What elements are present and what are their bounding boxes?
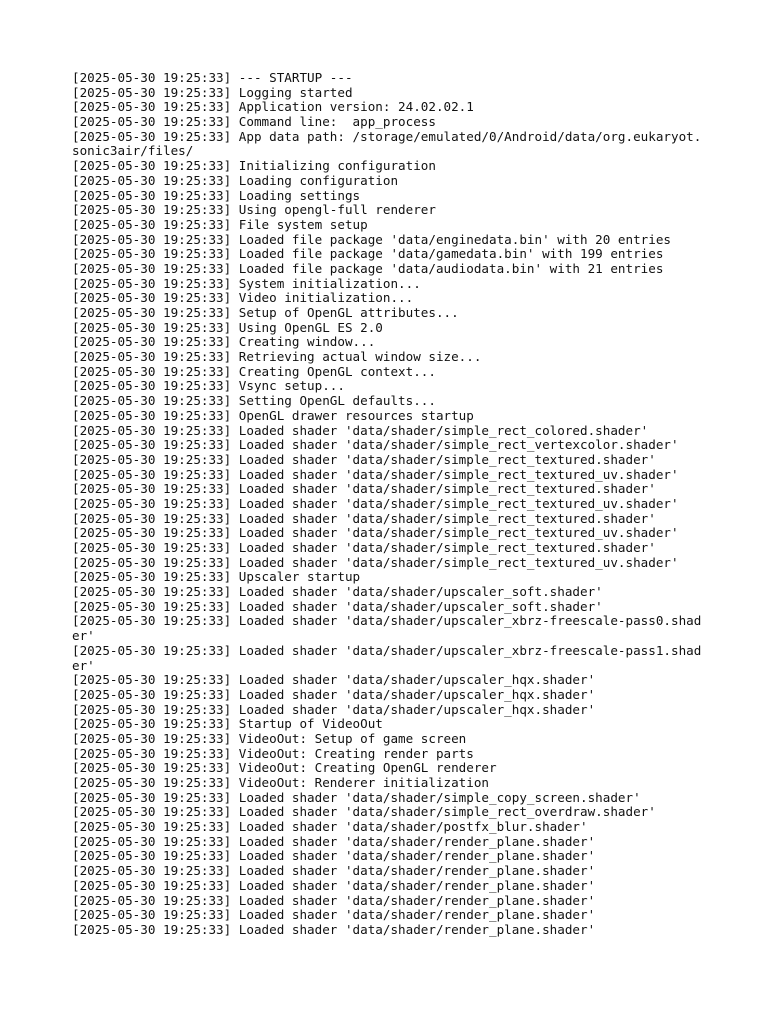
log-line: [2025-05-30 19:25:33] Loaded shader 'data/shader/render_plane.shader' [72, 892, 596, 908]
log-line: [2025-05-30 19:25:33] Loaded shader 'data/shader/simple_rect_overdraw.shader' [72, 804, 656, 820]
log-line: [2025-05-30 19:25:33] VideoOut: Renderer initialization [72, 775, 490, 790]
log-line: [2025-05-30 19:25:33] Logging started [72, 84, 353, 100]
log-line: [2025-05-30 19:25:33] Upscaler startup [72, 569, 361, 585]
log-line: [2025-05-30 19:25:33] Loaded shader 'data/shader/upscaler_hqx.shader' [72, 672, 596, 688]
log-line: [2025-05-30 19:25:33] Video initialization... [72, 290, 414, 306]
log-line: [2025-05-30 19:25:33] Loaded shader 'data/shader/simple_rect_textured_uv.shader' [72, 525, 679, 541]
log-line: [2025-05-30 19:25:33] Loaded shader 'data/shader/simple_copy_screen.shader' [72, 789, 641, 805]
log-line: [2025-05-30 19:25:33] Loaded shader 'data/shader/simple_rect_textured.shader' [72, 481, 656, 497]
log-line: [2025-05-30 19:25:33] System initialization... [72, 275, 421, 291]
log-line: [2025-05-30 19:25:33] Loaded shader 'data/shader/simple_rect_colored.shader' [72, 422, 649, 438]
log-line: [2025-05-30 19:25:33] VideoOut: Creating OpenGL renderer [72, 760, 497, 776]
log-line: [2025-05-30 19:25:33] Loaded shader 'data/shader/simple_rect_textured.shader' [72, 510, 656, 526]
log-line: [2025-05-30 19:25:33] Loaded shader 'data/shader/simple_rect_textured_uv.shader' [72, 554, 679, 570]
log-line: [2025-05-30 19:25:33] Loaded shader 'data/shader/simple_rect_textured_uv.shader' [72, 466, 679, 482]
log-line: [2025-05-30 19:25:33] Loaded shader 'data/shader/render_plane.shader' [72, 848, 596, 864]
log-line: [2025-05-30 19:25:33] Loading configuration [72, 172, 399, 188]
log-line: [2025-05-30 19:25:33] Application version: 24.02.02.1 [72, 99, 474, 115]
log-line: [2025-05-30 19:25:33] Vsync setup... [72, 378, 345, 394]
log-line: [2025-05-30 19:25:33] VideoOut: Creating render parts [72, 745, 474, 761]
log-line: [2025-05-30 19:25:33] Loaded shader 'data/shader/simple_rect_textured.shader' [72, 451, 656, 467]
log-line: [2025-05-30 19:25:33] Loaded shader 'data/shader/upscaler_hqx.shader' [72, 686, 596, 702]
log-line: [2025-05-30 19:25:33] Creating window... [72, 334, 376, 350]
log-line: [2025-05-30 19:25:33] Creating OpenGL context... [72, 363, 436, 379]
log-line: [2025-05-30 19:25:33] Loaded shader 'data/shader/simple_rect_textured.shader' [72, 540, 656, 555]
log-line: [2025-05-30 19:25:33] Initializing configuration [72, 158, 436, 174]
log-line: [2025-05-30 19:25:33] Loaded shader 'data/shader/simple_rect_textured_uv.shader' [72, 495, 679, 511]
log-line: [2025-05-30 19:25:33] Command line: app_process [72, 114, 436, 130]
log-line: [2025-05-30 19:25:33] Loaded shader 'data/shader/postfx_blur.shader' [72, 819, 588, 835]
log-line: [2025-05-30 19:25:33] Loaded shader 'data/shader/upscaler_soft.shader' [72, 584, 603, 600]
log-line: [2025-05-30 19:25:33] Loading settings [72, 187, 361, 203]
log-line: [2025-05-30 19:25:33] OpenGL drawer resources startup [72, 407, 474, 423]
log-line: [2025-05-30 19:25:33] Using opengl-full renderer [72, 202, 436, 218]
log-line: [2025-05-30 19:25:33] Loaded file package 'data/audiodata.bin' with 21 entries [72, 260, 664, 276]
log-line: [2025-05-30 19:25:33] Loaded shader 'data/shader/simple_rect_vertexcolor.shader' [72, 437, 679, 453]
log-line: [2025-05-30 19:25:33] Using OpenGL ES 2.0 [72, 319, 383, 335]
log-line: [2025-05-30 19:25:33] Loaded shader 'data/shader/upscaler_xbrz-freescale-pass1.shader' [72, 642, 702, 673]
log-line: [2025-05-30 19:25:33] Startup of VideoOut [72, 716, 383, 732]
log-line: [2025-05-30 19:25:33] VideoOut: Setup of game screen [72, 730, 467, 746]
log-line: [2025-05-30 19:25:33] Setting OpenGL defaults... [72, 393, 436, 409]
log-line: [2025-05-30 19:25:33] --- STARTUP --- [72, 70, 353, 85]
log-line: [2025-05-30 19:25:33] Retrieving actual window size... [72, 349, 482, 365]
log-line: [2025-05-30 19:25:33] File system setup [72, 216, 368, 232]
log-line: [2025-05-30 19:25:33] Loaded file package 'data/gamedata.bin' with 199 entries [72, 246, 664, 262]
log-line: [2025-05-30 19:25:33] Loaded shader 'data/shader/upscaler_soft.shader' [72, 598, 603, 614]
log-output [72, 71, 702, 938]
log-line: [2025-05-30 19:25:33] Loaded file package 'data/enginedata.bin' with 20 entries [72, 231, 671, 247]
log-line: [2025-05-30 19:25:33] Loaded shader 'data/shader/render_plane.shader' [72, 863, 596, 879]
log-line: [2025-05-30 19:25:33] Loaded shader 'data/shader/render_plane.shader' [72, 921, 596, 937]
log-line: [2025-05-30 19:25:33] App data path: /storage/emulated/0/Android/data/org.eukaryot.sonic3air/files/ [72, 128, 702, 159]
log-line: [2025-05-30 19:25:33] Setup of OpenGL attributes... [72, 305, 459, 320]
log-line: [2025-05-30 19:25:33] Loaded shader 'data/shader/render_plane.shader' [72, 833, 596, 849]
log-line: [2025-05-30 19:25:33] Loaded shader 'data/shader/render_plane.shader' [72, 907, 596, 923]
log-line: [2025-05-30 19:25:33] Loaded shader 'data/shader/upscaler_xbrz-freescale-pass0.shader' [72, 613, 702, 644]
log-line: [2025-05-30 19:25:33] Loaded shader 'data/shader/upscaler_hqx.shader' [72, 701, 596, 717]
log-line: [2025-05-30 19:25:33] Loaded shader 'data/shader/render_plane.shader' [72, 877, 596, 893]
